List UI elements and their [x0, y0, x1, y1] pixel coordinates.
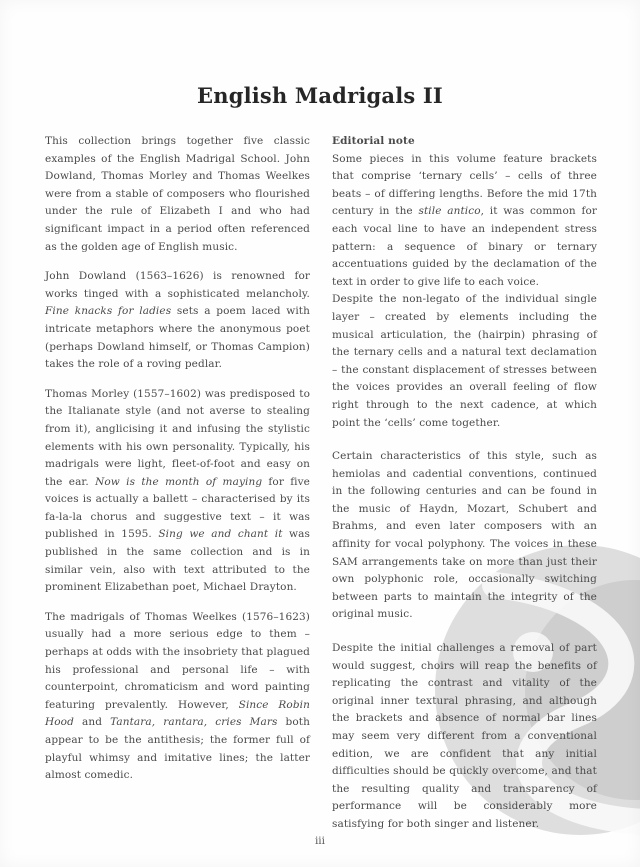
paragraph: Thomas Morley (1557–1602) was predisposed to the Italianate style (and not averse to stealing from it), anglicising it and infusing the stylistic elements with his own personality. Typically, his madrigals were light, fleet-of-foot and easy on the ear. Now is the month of maying for five voices is actually a ballett – characterised by its fa-la-la chorus and suggestive text – it was published in 1595. Sing we and chant it was published in the same collection and is in similar vein, also with text attributed to the prominent Elizabethan poet, Michael Drayton.: [45, 387, 310, 594]
paragraph: The madrigals of Thomas Weelkes (1576–1623) usually had a more serious edge to them – perhaps at odds with the insobriety that plagued his professional and personal life – with counterpoint, chromaticism and word painting featuring prevalently. However, Since Robin Hood and Tantara, rantara, cries Mars both appear to be the antithesis; the former full of playful whimsy and imitative lines; the latter almost comedic.: [45, 610, 310, 782]
right-column: [332, 133, 597, 846]
paragraph: Despite the non-legato of the individual single layer – created by elements including the musical articulation, the (hairpin) phrasing of the ternary cells and a natural text declamation – the constant displacement of stresses between the voices provides an overall feeling of flow right through to the next cadence, at which point the ‘cells’ come together.: [332, 293, 597, 429]
paragraph: This collection brings together five classic examples of the English Madrigal School. John Dowland, Thomas Morley and Thomas Weelkes were from a stable of composers who flourished under the rule of Elizabeth I and who had significant impact in a period often referenced as the golden age of English music.: [45, 135, 310, 253]
page-number: iii: [314, 835, 326, 847]
two-column-text: [45, 133, 597, 846]
page-title: English Madrigals II: [197, 83, 443, 108]
editorial-note-heading: Editorial note: [332, 135, 415, 147]
paragraph: Certain characteristics of this style, such as hemiolas and cadential conventions, continued in the following centuries and can be found in the music of Haydn, Mozart, Schubert and Brahms, and even later composers with an affinity for vocal polyphony. The voices in these SAM arrangements take on more than just their own polyphonic role, occasionally switching between parts to maintain the integrity of the original music.: [332, 450, 597, 621]
paragraph: John Dowland (1563–1626) is renowned for works tinged with a sophisticated melancholy. Fine knacks for ladies sets a poem laced with intricate metaphors where the anonymous poet (perhaps Dowland himself, or Thomas Campion) takes the role of a roving pedlar.: [45, 270, 310, 371]
left-column: [45, 133, 310, 846]
paragraph: Some pieces in this volume feature brackets that comprise ‘ternary cells’ – cells of three beats – of differing lengths. Before the mid 17th century in the stile antico, it was common for each vocal line to have an independent stress pattern: a sequence of binary or ternary accentuations guided by the declamation of the text in order to give life to each voice.: [332, 152, 597, 288]
paragraph: Despite the initial challenges a removal of part would suggest, choirs will reap the benefits of replicating the contrast and vitality of the original inner textural phrasing, and although the brackets and absence of normal bar lines may seem very different from a conventional edition, we are confident that any initial difficulties should be quickly overcome, and that the resulting quality and transparency of performance will be considerably more satisfying for both singer and listener.: [332, 642, 597, 830]
